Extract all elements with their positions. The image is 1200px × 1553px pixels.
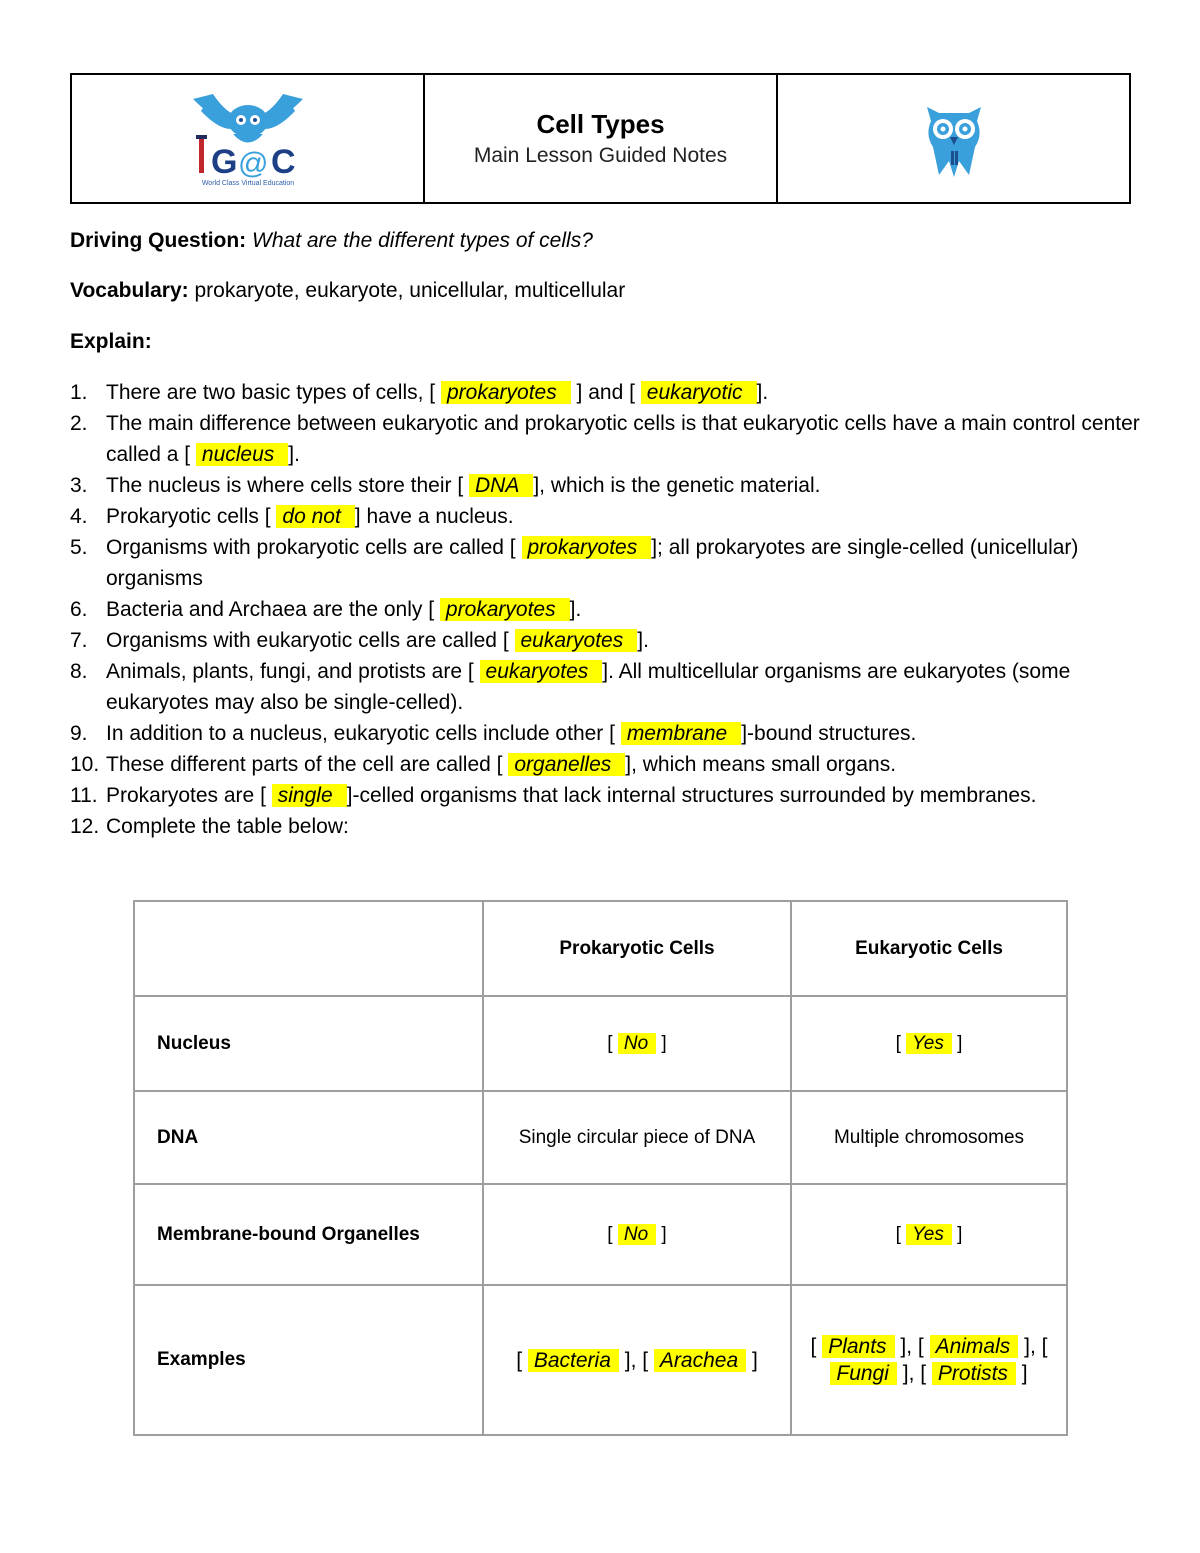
table-header-row (134, 901, 1067, 996)
table-cell: [ Plants ], [ Animals ], [ Fungi ], [ Protists ] (791, 1285, 1067, 1435)
answer-blank[interactable]: Yes (906, 1224, 952, 1245)
vocabulary-text: prokaryote, eukaryote, unicellular, multicellular (194, 279, 626, 302)
comparison-table (133, 900, 1068, 1436)
answer-blank[interactable]: Protists (932, 1362, 1016, 1385)
answer-blank[interactable]: eukaryotic (641, 381, 757, 404)
table-cell: Multiple chromosomes (791, 1091, 1067, 1184)
page-title: Cell Types (536, 109, 665, 139)
table-cell: Single circular piece of DNA (483, 1091, 791, 1184)
table-row (134, 1285, 1067, 1435)
answer-blank[interactable]: Yes (906, 1033, 952, 1054)
driving-question (70, 229, 593, 253)
answer-blank[interactable]: eukaryotes (515, 629, 638, 652)
header-left-logo-cell (72, 75, 425, 202)
header-table (70, 73, 1131, 204)
column-header-prokaryotic: Prokaryotic Cells (483, 901, 791, 996)
row-header: Nucleus (134, 996, 483, 1091)
list-item: 8. Animals, plants, fungi, and protists are [ eukaryotes ]. All multicellular organisms are eukaryotes (some eukaryotes may also be single-celled). (70, 660, 1071, 714)
explain-label: Explain: (70, 330, 152, 353)
table-row (134, 1091, 1067, 1184)
row-header: Membrane-bound Organelles (134, 1184, 483, 1285)
explain-list (70, 377, 1150, 842)
answer-blank[interactable]: prokaryotes (440, 598, 570, 621)
answer-blank[interactable]: organelles (508, 753, 625, 776)
column-header-eukaryotic: Eukaryotic Cells (791, 901, 1067, 996)
igc-logo (183, 89, 313, 189)
svg-text:C: C (270, 142, 296, 181)
answer-blank[interactable]: No (618, 1033, 656, 1054)
list-item: 10. These different parts of the cell are called [ organelles ], which means small organs. (70, 753, 897, 776)
answer-blank[interactable]: Bacteria (528, 1349, 619, 1372)
answer-blank[interactable]: eukaryotes (480, 660, 603, 683)
answer-blank[interactable]: do not (276, 505, 354, 528)
svg-text:G: G (210, 142, 237, 181)
row-header: DNA (134, 1091, 483, 1184)
row-header: Examples (134, 1285, 483, 1435)
owl-icon (919, 99, 989, 179)
list-item: 11. Prokaryotes are [ single ]-celled organisms that lack internal structures surrounded by membranes. (70, 784, 1037, 807)
list-item: 6. Bacteria and Archaea are the only [ prokaryotes ]. (70, 598, 582, 621)
answer-blank[interactable]: prokaryotes (522, 536, 652, 559)
vocabulary-label: Vocabulary: (70, 279, 189, 302)
list-item: 5. Organisms with prokaryotic cells are called [ prokaryotes ]; all prokaryotes are single-celled (unicellular) organisms (70, 536, 1079, 590)
table-cell: [ Yes ] (791, 996, 1067, 1091)
list-item: 1. There are two basic types of cells, [ prokaryotes ] and [ eukaryotic ]. (70, 381, 769, 404)
answer-blank[interactable]: prokaryotes (441, 381, 571, 404)
svg-text:@: @ (237, 146, 268, 180)
answer-blank[interactable]: single (272, 784, 347, 807)
answer-blank[interactable]: Plants (822, 1335, 894, 1358)
list-item: 4. Prokaryotic cells [ do not ] have a nucleus. (70, 505, 514, 528)
driving-question-text: What are the different types of cells? (252, 229, 593, 252)
driving-question-label: Driving Question: (70, 229, 247, 252)
table-corner-cell (134, 901, 483, 996)
answer-blank[interactable]: No (618, 1224, 656, 1245)
answer-blank[interactable]: membrane (621, 722, 741, 745)
table-cell: [ No ] (483, 1184, 791, 1285)
header-title-cell (425, 75, 778, 202)
table-cell: [ Bacteria ], [ Arachea ] (483, 1285, 791, 1435)
answer-blank[interactable]: DNA (469, 474, 533, 497)
list-item: 2. The main difference between eukaryotic and prokaryotic cells is that eukaryotic cells have a main control center called a [ nucleus ]. (70, 412, 1140, 466)
list-item: 3. The nucleus is where cells store their [ DNA ], which is the genetic material. (70, 474, 821, 497)
table-cell: [ No ] (483, 996, 791, 1091)
list-item: 7. Organisms with eukaryotic cells are called [ eukaryotes ]. (70, 629, 649, 652)
answer-blank[interactable]: nucleus (196, 443, 288, 466)
answer-blank[interactable]: Fungi (830, 1362, 897, 1385)
vocabulary (70, 279, 625, 303)
answer-blank[interactable]: Arachea (654, 1349, 746, 1372)
list-item: 9. In addition to a nucleus, eukaryotic cells include other [ membrane ]-bound structures. (70, 722, 917, 745)
header-right-logo-cell (778, 75, 1129, 202)
page-subtitle: Main Lesson Guided Notes (473, 144, 728, 167)
table-cell: [ Yes ] (791, 1184, 1067, 1285)
answer-blank[interactable]: Animals (930, 1335, 1019, 1358)
logo-tagline: World Class Virtual Education (201, 179, 294, 187)
table-row (134, 1184, 1067, 1285)
list-item: 12. Complete the table below: (70, 815, 349, 838)
table-row (134, 996, 1067, 1091)
